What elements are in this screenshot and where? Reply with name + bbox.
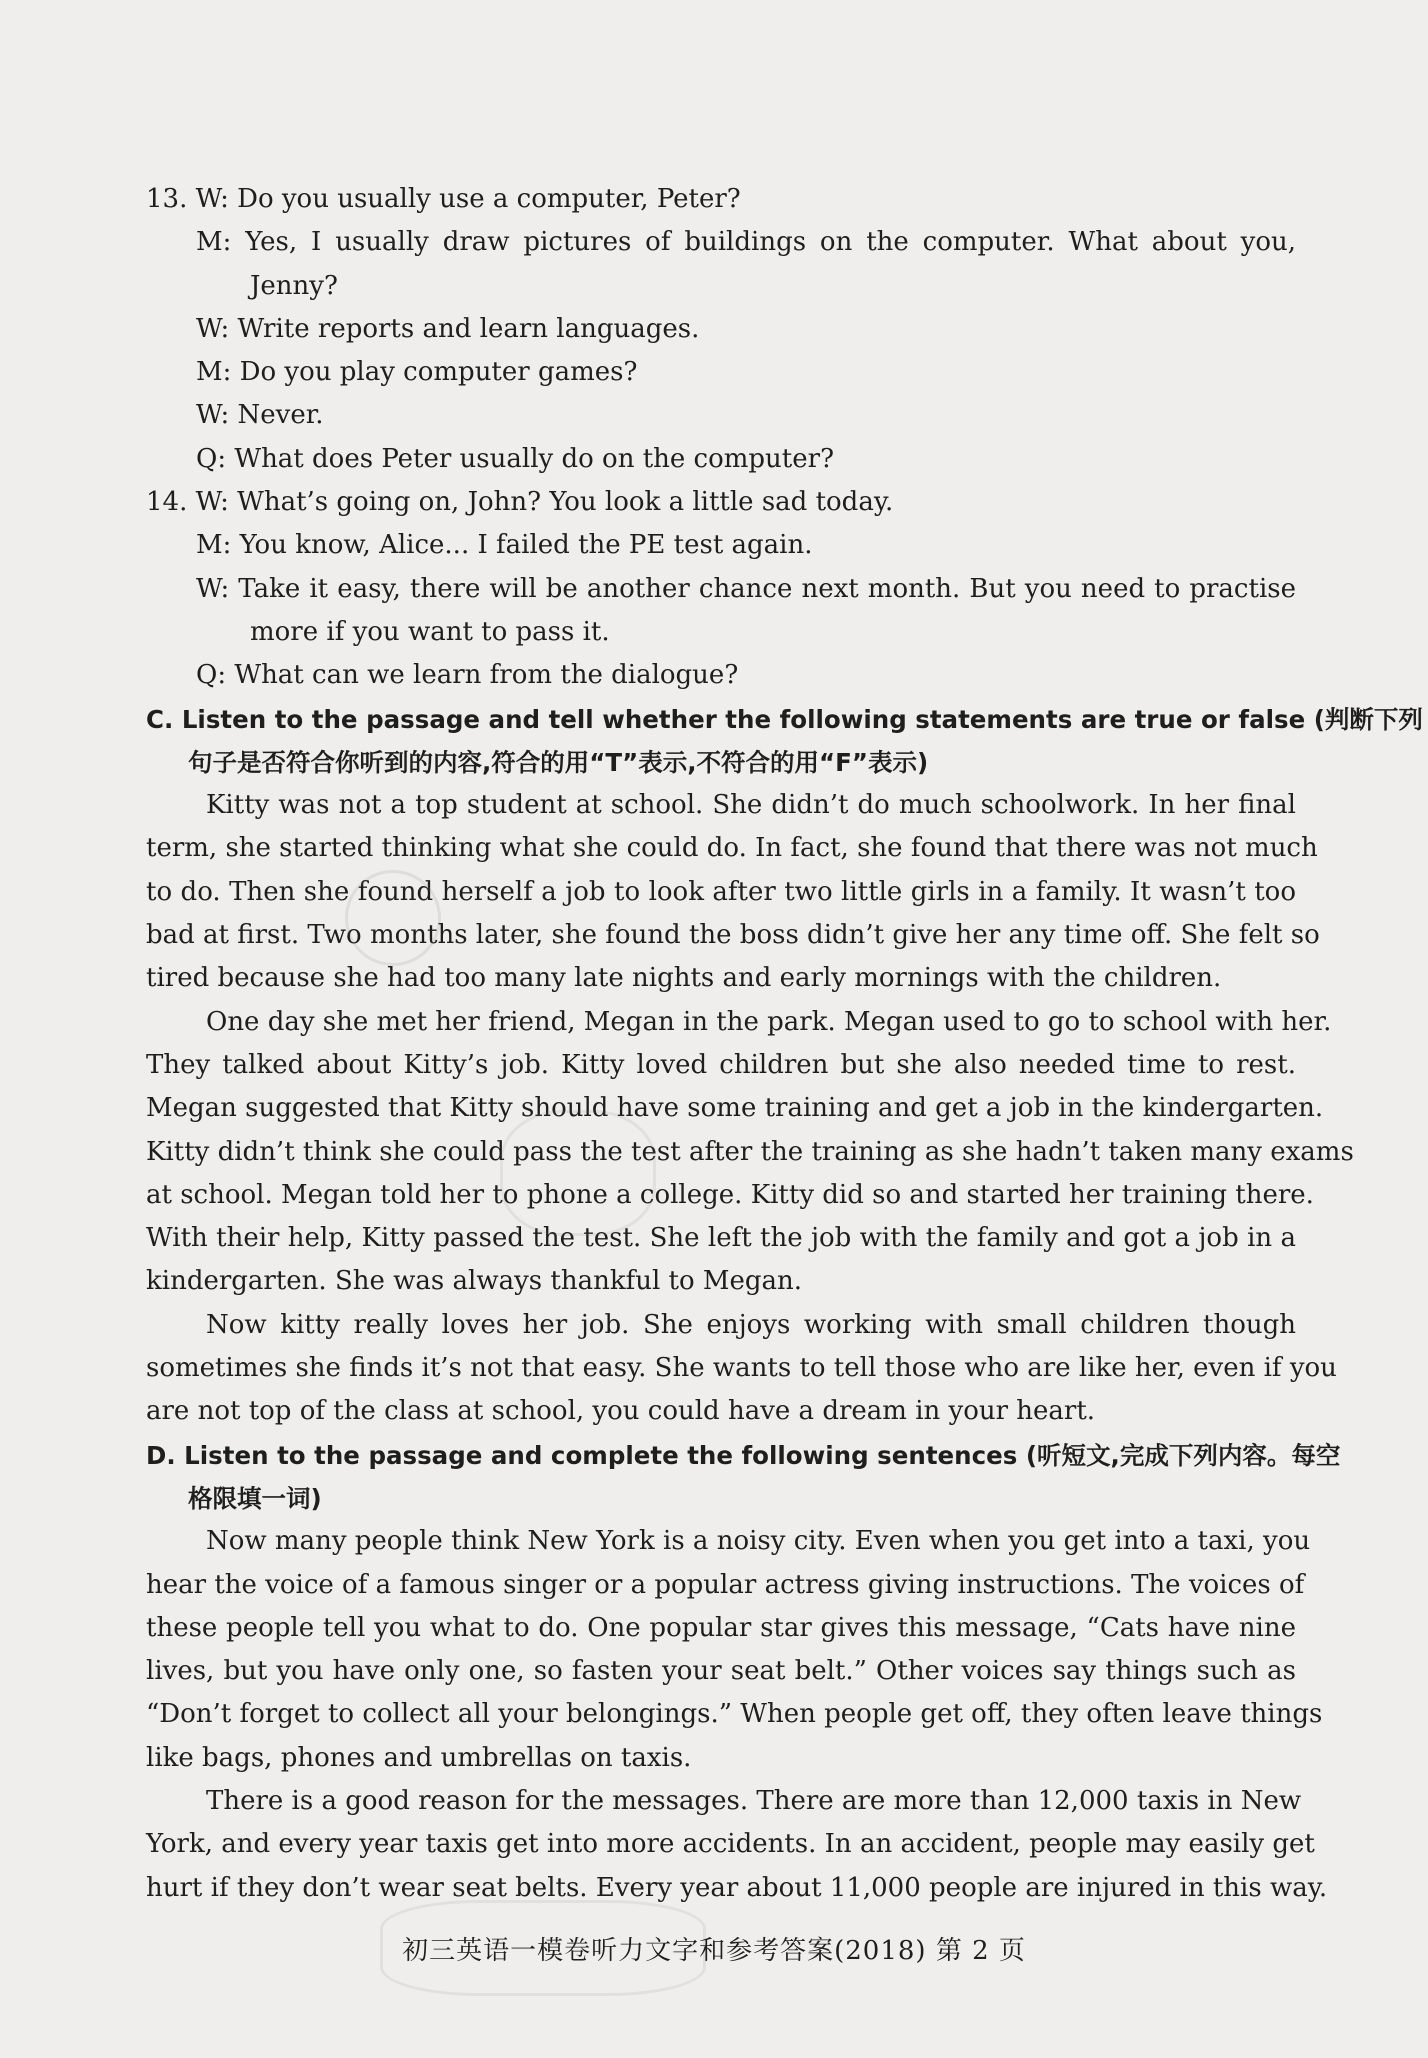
- dialogue-line: 14. W: What’s going on, John? You look a little sad today.: [146, 487, 894, 518]
- watermark-stamp: [345, 870, 441, 966]
- dialogue-line: W: Take it easy, there will be another chance next month. But you need to practise: [196, 573, 1296, 604]
- dialogue-line: more if you want to pass it.: [250, 616, 610, 647]
- section-c: [146, 698, 1423, 1434]
- passage-line: hurt if they don’t wear seat belts. Every year about 11,000 people are injured in this way.: [146, 1872, 1328, 1903]
- passage-line: They talked about Kitty’s job. Kitty loved children but she also needed time to rest.: [146, 1049, 1296, 1080]
- page-content: [146, 178, 1423, 1910]
- section-c-heading: C. Listen to the passage and tell whether the following statements are true or false (判断下列: [146, 704, 1423, 734]
- section-d: [146, 1434, 1341, 1910]
- dialogue-line: M: You know, Alice... I failed the PE test again.: [196, 530, 813, 561]
- passage-line: hear the voice of a famous singer or a popular actress giving instructions. The voices of: [146, 1569, 1305, 1600]
- dialogue-13: [146, 178, 1296, 481]
- passage-line: Kitty didn’t think she could pass the test after the training as she hadn’t taken many exams: [146, 1136, 1354, 1167]
- passage-line: kindergarten. She was always thankful to Megan.: [146, 1266, 803, 1297]
- passage-line: sometimes she finds it’s not that easy. She wants to tell those who are like her, even if you: [146, 1353, 1337, 1384]
- dialogue-line: M: Yes, I usually draw pictures of buildings on the computer. What about you,: [196, 227, 1296, 258]
- dialogue-question: Q: What does Peter usually do on the computer?: [196, 443, 835, 474]
- page-footer: 初三英语一模卷听力文字和参考答案(2018) 第 2 页: [402, 1936, 1026, 1966]
- passage-line: There is a good reason for the messages. There are more than 12,000 taxis in New: [206, 1785, 1302, 1816]
- dialogue-question: Q: What can we learn from the dialogue?: [196, 660, 739, 691]
- passage-line: these people tell you what to do. One popular star gives this message, “Cats have nine: [146, 1612, 1296, 1643]
- passage-line: at school. Megan told her to phone a college. Kitty did so and started her training there.: [146, 1179, 1314, 1210]
- passage-line: to do. Then she found herself a job to look after two little girls in a family. It wasn’t too: [146, 876, 1296, 907]
- section-d-heading: D. Listen to the passage and complete the following sentences (听短文,完成下列内容。每空: [146, 1440, 1341, 1470]
- passage-line: Kitty was not a top student at school. She didn’t do much schoolwork. In her final: [206, 790, 1296, 821]
- dialogue-line: W: Write reports and learn languages.: [196, 313, 700, 344]
- passage-line: Megan suggested that Kitty should have some training and get a job in the kindergarten.: [146, 1093, 1324, 1124]
- passage-line: York, and every year taxis get into more accidents. In an accident, people may easily get: [146, 1829, 1315, 1860]
- passage-line: Now kitty really loves her job. She enjoys working with small children though: [206, 1309, 1296, 1340]
- passage-line: tired because she had too many late nights and early mornings with the children.: [146, 963, 1222, 994]
- passage-line: Now many people think New York is a noisy city. Even when you get into a taxi, you: [206, 1526, 1311, 1557]
- dialogue-line: 13. W: Do you usually use a computer, Peter?: [146, 184, 741, 214]
- passage-line: “Don’t forget to collect all your belongings.” When people get off, they often leave things: [146, 1699, 1323, 1730]
- passage-line: One day she met her friend, Megan in the park. Megan used to go to school with her.: [206, 1006, 1332, 1037]
- section-c-heading-cont: 句子是否符合你听到的内容,符合的用“T”表示,不符合的用“F”表示): [188, 747, 929, 777]
- passage-line: lives, but you have only one, so fasten your seat belt.” Other voices say things such as: [146, 1656, 1296, 1687]
- passage-line: are not top of the class at school, you could have a dream in your heart.: [146, 1396, 1096, 1427]
- dialogue-14: [146, 481, 1296, 697]
- passage-line: bad at first. Two months later, she found the boss didn’t give her any time off. She felt so: [146, 920, 1320, 951]
- passage-line: like bags, phones and umbrellas on taxis.: [146, 1742, 692, 1773]
- dialogue-line: M: Do you play computer games?: [196, 357, 638, 388]
- watermark-stamp: [500, 1110, 656, 1236]
- dialogue-line: Jenny?: [250, 270, 338, 301]
- passage-line: With their help, Kitty passed the test. She left the job with the family and got a job in a: [146, 1223, 1296, 1254]
- section-d-heading-cont: 格限填一词): [188, 1483, 322, 1513]
- passage-line: term, she started thinking what she could do. In fact, she found that there was not much: [146, 833, 1318, 864]
- dialogue-line: W: Never.: [196, 400, 324, 431]
